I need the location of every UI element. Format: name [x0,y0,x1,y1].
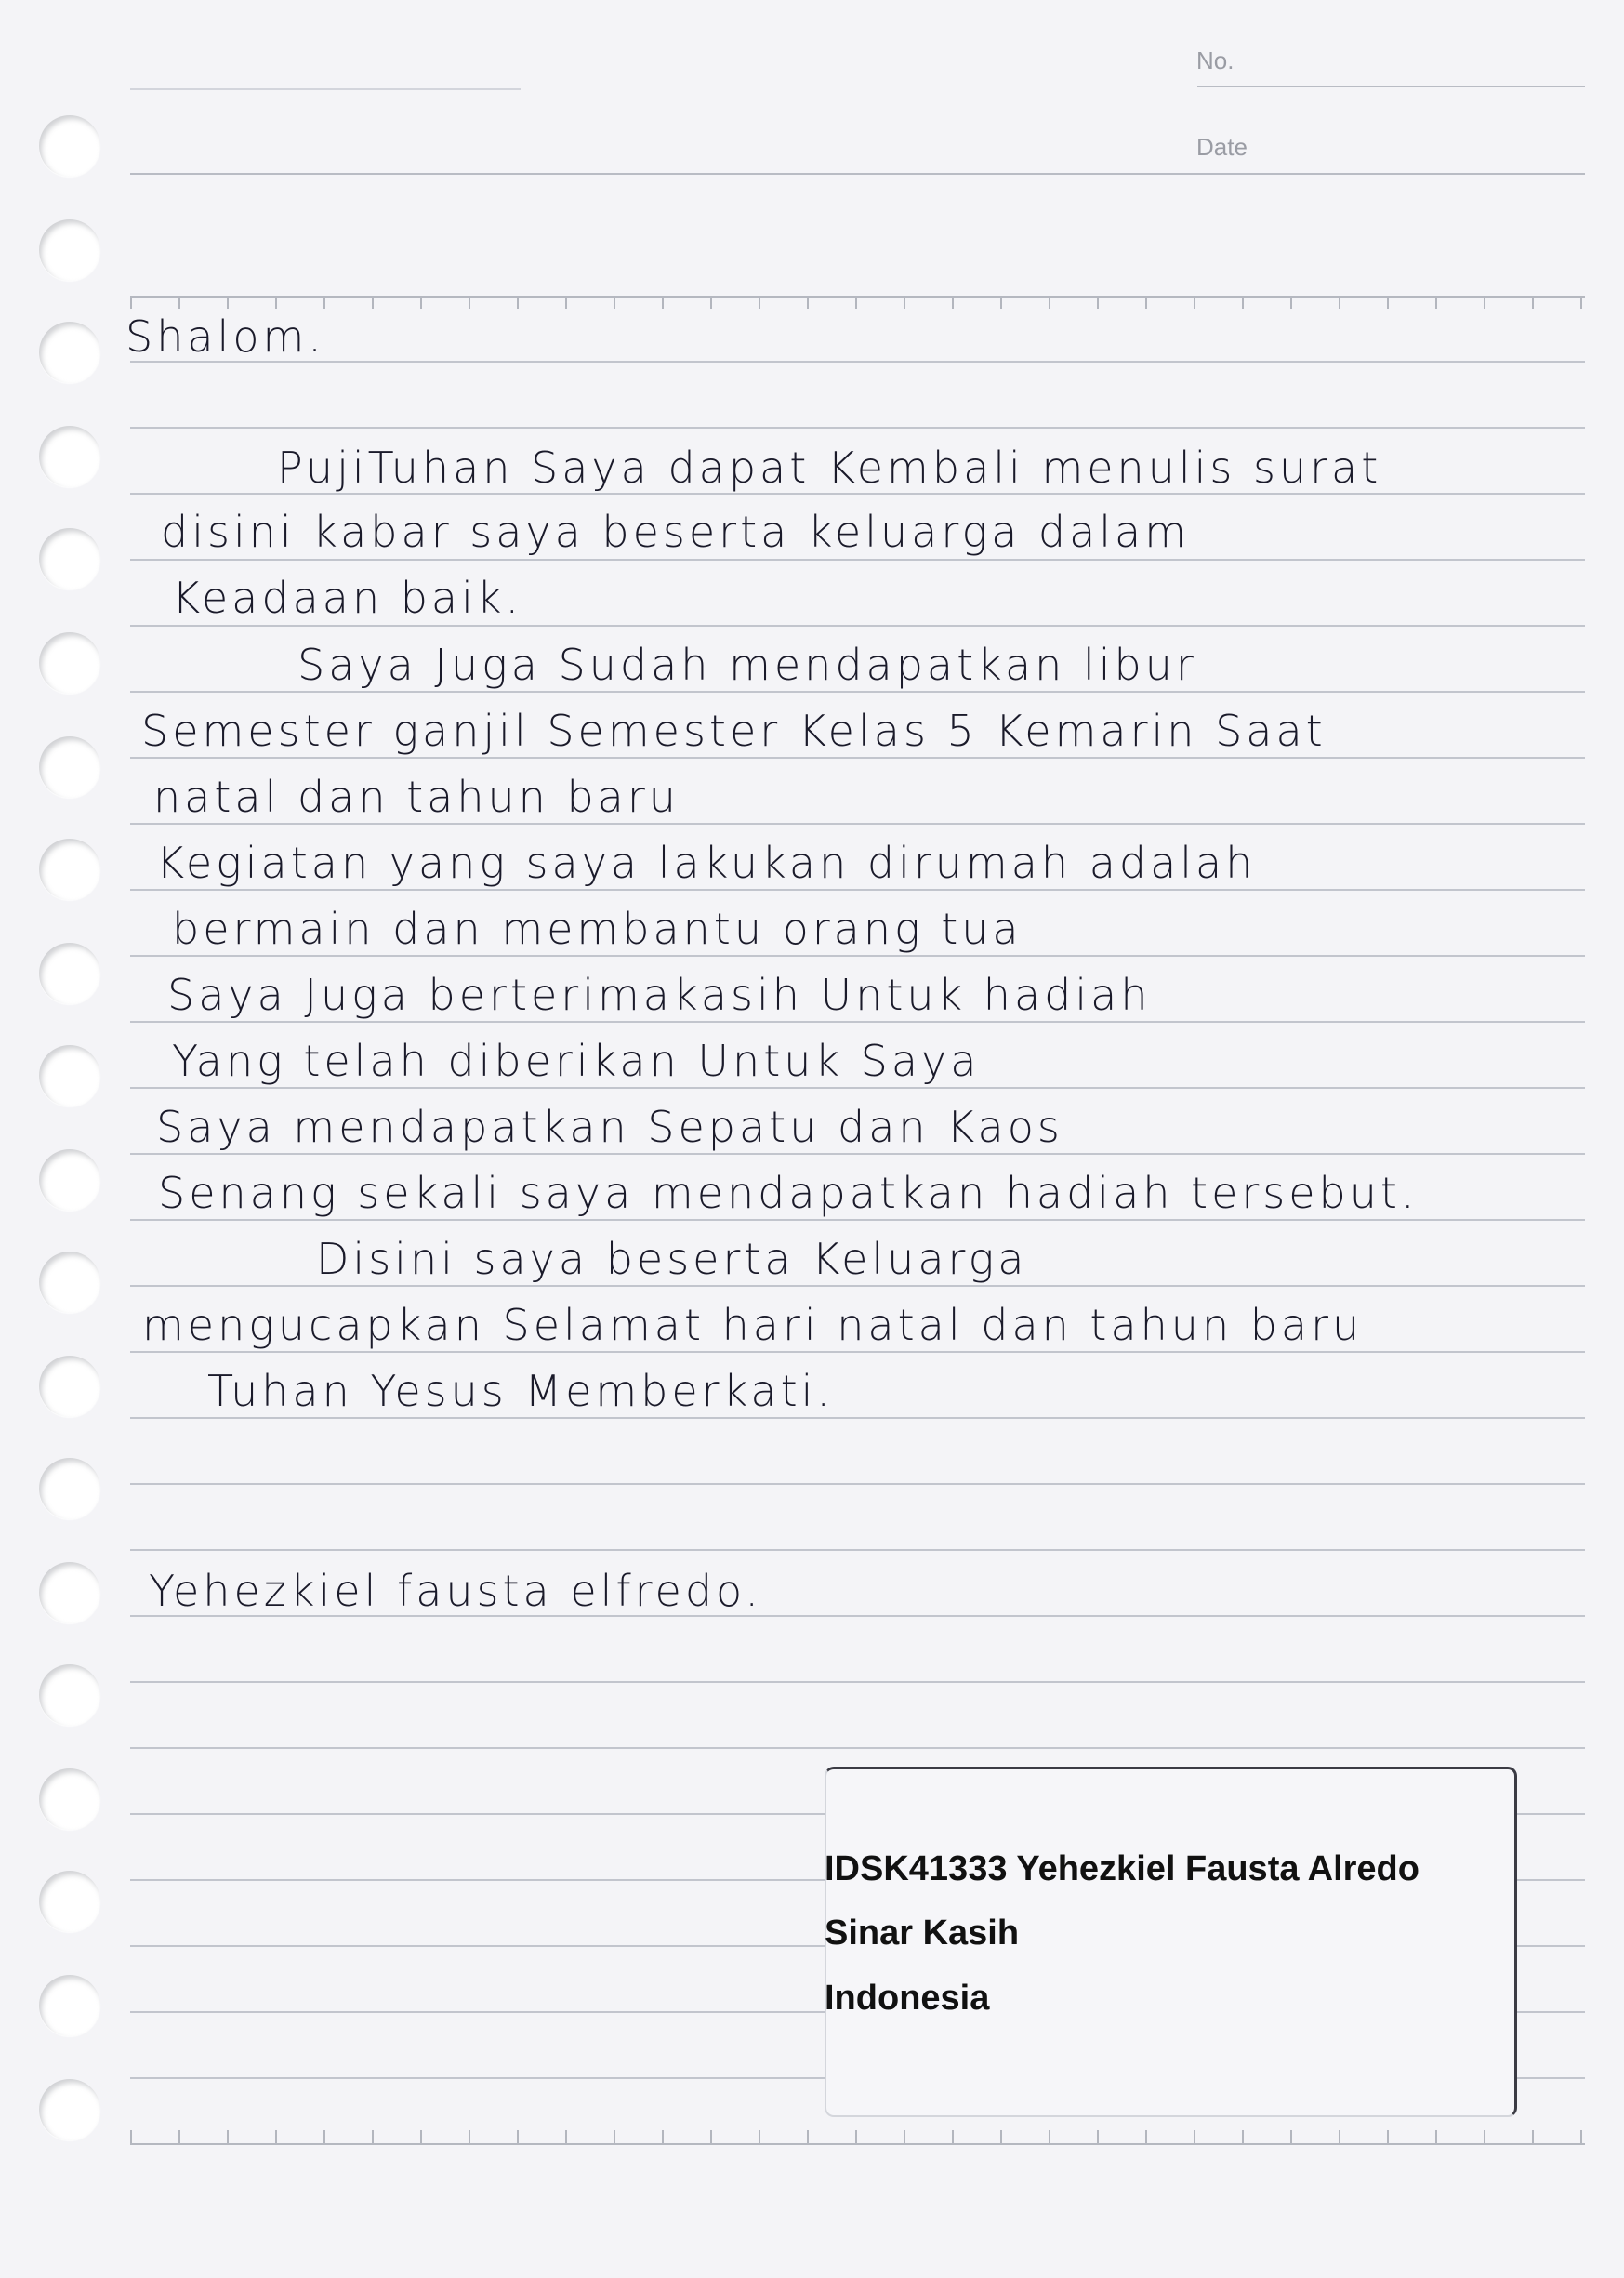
ruled-line [130,691,1585,693]
ruler-tick [662,2130,664,2143]
letter-line: Semester ganjil Semester Kelas 5 Kemarin Saat [141,706,1327,756]
ruled-line [130,1087,1585,1089]
ruler-tick [1097,296,1099,309]
letter-line: natal dan tahun baru [153,772,680,822]
ruler-tick [1532,2130,1534,2143]
ruler-tick [469,2130,470,2143]
ruler-tick [1194,2130,1195,2143]
letter-line: Keadaan baik. [172,573,523,623]
binder-hole [39,1045,100,1106]
letter-line: Saya Juga berterimakasih Untuk hadiah [167,970,1152,1020]
ruler-tick [372,2130,374,2143]
letter-greeting: Shalom. [125,311,325,362]
ruled-line [130,625,1585,627]
ruler-tick [323,296,325,309]
ruler-tick [323,2130,325,2143]
ruler-tick [1580,2130,1582,2143]
ruler-tick [1435,296,1437,309]
binder-hole [39,1356,100,1417]
ruled-line [130,1417,1585,1419]
binder-hole [39,943,100,1004]
ruler-ticks-top [130,296,1585,309]
ruler-tick [855,2130,857,2143]
binder-hole [39,322,100,383]
ruler-tick [275,2130,277,2143]
ruler-tick [952,2130,954,2143]
ruler-tick [1484,296,1485,309]
ruler-tick [1580,296,1582,309]
ruler-tick [1145,2130,1147,2143]
ruler-tick [372,296,374,309]
no-label: No. [1196,46,1235,74]
binder-hole [39,1768,100,1830]
ruled-line [130,1351,1585,1353]
ruler-tick [178,296,180,309]
binder-hole [39,426,100,487]
binder-hole [39,1975,100,2036]
letter-signature: Yehezkiel fausta elfredo. [149,1566,762,1616]
letter-line: mengucapkan Selamat hari natal dan tahun baru [142,1300,1364,1350]
ghost-header-left [483,48,489,73]
letter-line: Saya mendapatkan Sepatu dan Kaos [156,1102,1063,1152]
letter-line: Senang sekali saya mendapatkan hadiah tersebut. [158,1168,1419,1218]
ruler-tick [227,2130,229,2143]
binder-hole [39,2079,100,2140]
date-label: Date [1196,133,1248,161]
ruled-line [130,1483,1585,1485]
ruler-tick [759,2130,760,2143]
ruler-tick [614,296,615,309]
ruled-line [130,1285,1585,1287]
ruler-tick [565,296,567,309]
ruler-tick [1242,2130,1244,2143]
ruler-tick [904,2130,905,2143]
binder-hole [39,1149,100,1211]
ruled-line [130,493,1585,495]
ruled-line [130,1681,1585,1683]
ruler-tick [807,2130,809,2143]
letter-line: disini kabar saya beserta keluarga dalam [161,507,1191,557]
ruler-tick [1000,296,1002,309]
ruler-tick [1049,296,1050,309]
ruler-tick [662,296,664,309]
letter-line: bermain dan membantu orang tua [172,904,1023,954]
ruled-line [130,1021,1585,1023]
ruled-line [130,361,1585,363]
ruler-tick [227,296,229,309]
ruled-line [130,889,1585,891]
ruler-tick [469,296,470,309]
binder-hole [39,1252,100,1313]
ruler-tick [1339,2130,1340,2143]
letter-line: Kegiatan yang saya lakukan dirumah adalah [156,838,1257,888]
ruler-tick [1242,296,1244,309]
ruler-tick [420,2130,422,2143]
ruler-tick [1339,296,1340,309]
ruler-tick [1049,2130,1050,2143]
letter-line: Disini saya beserta Keluarga [316,1234,1028,1284]
ruled-line [130,757,1585,759]
ruled-line [130,427,1585,429]
binder-hole [39,528,100,589]
ruler-tick [1290,296,1292,309]
address-label-line1: IDSK41333 Yehezkiel Fausta Alredo [825,1849,1419,1888]
binder-hole [39,1562,100,1623]
ruler-ticks-bottom [130,2130,1585,2143]
binder-hole [39,1458,100,1519]
ruler-tick [1097,2130,1099,2143]
ruler-tick [807,296,809,309]
ruled-line [130,1219,1585,1221]
address-label-line3: Indonesia [825,1979,990,2018]
ruler-tick [1145,296,1147,309]
ruler-tick [517,2130,519,2143]
binder-hole [39,115,100,177]
ruled-line [130,559,1585,561]
binder-hole [39,632,100,694]
ruled-line-top [130,296,1585,298]
binder-hole [39,839,100,900]
letter-line: Yang telah diberikan Untuk Saya [172,1036,981,1086]
ruler-tick [130,2130,132,2143]
ruler-tick [614,2130,615,2143]
ruler-tick [1387,2130,1389,2143]
letter-line: PujiTuhan Saya dapat Kembali menulis surat [277,443,1382,493]
date-underline [130,173,1585,175]
ruler-tick [1532,296,1534,309]
binder-hole [39,219,100,281]
letter-line: Saya Juga Sudah mendapatkan libur [297,640,1197,690]
ruler-tick [130,296,132,309]
ruled-line [130,1747,1585,1749]
ruler-tick [1000,2130,1002,2143]
ruled-line-bottom [130,2143,1585,2145]
ruler-tick [855,296,857,309]
address-label-line2: Sinar Kasih [825,1914,1020,1953]
binder-hole [39,1871,100,1932]
ruler-tick [710,2130,712,2143]
binder-hole [39,736,100,798]
letter-line: Tuhan Yesus Memberkati. [207,1366,835,1416]
ruler-tick [420,296,422,309]
ruler-tick [1194,296,1195,309]
ruler-tick [565,2130,567,2143]
ruler-tick [275,296,277,309]
ruler-tick [952,296,954,309]
no-underline [1197,86,1585,87]
ruled-line [130,1153,1585,1155]
ruled-line [130,955,1585,957]
ruler-tick [1435,2130,1437,2143]
ruler-tick [517,296,519,309]
ruled-line [130,823,1585,825]
ruled-line [130,1549,1585,1551]
ruler-tick [904,296,905,309]
ruler-tick [1290,2130,1292,2143]
binder-hole [39,1664,100,1726]
ruler-tick [710,296,712,309]
ruler-tick [759,296,760,309]
ruler-tick [178,2130,180,2143]
ruler-tick [1484,2130,1485,2143]
header-rule-left-1 [130,88,521,90]
ruler-tick [1387,296,1389,309]
